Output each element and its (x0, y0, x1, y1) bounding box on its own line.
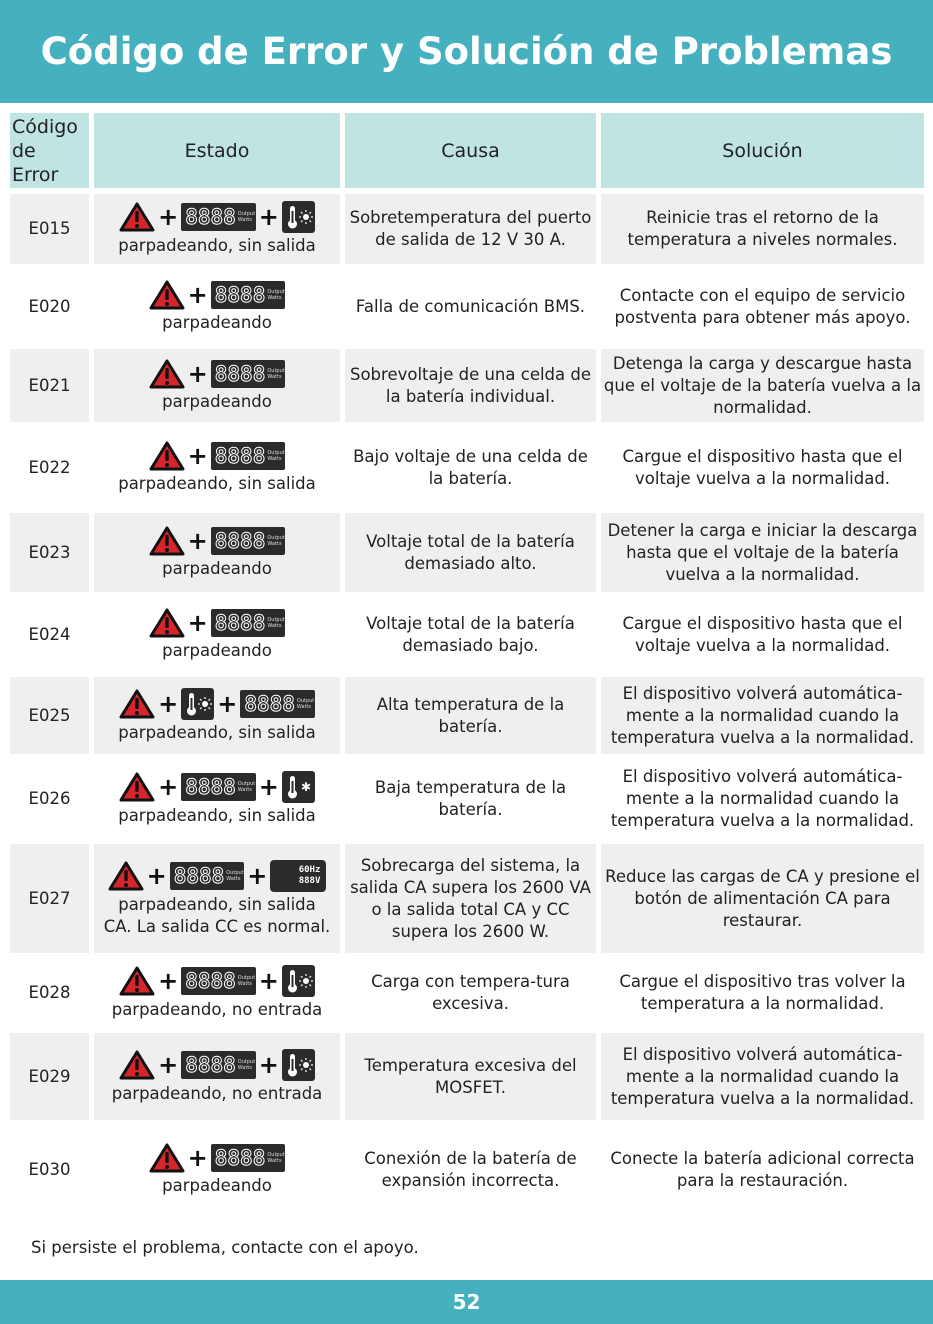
plus-sign: + (158, 203, 179, 231)
ac-voltage: 888V (298, 875, 321, 886)
lcd-label-watts: Watts (267, 294, 282, 301)
lcd-display-icon (211, 1144, 286, 1172)
lcd-digits: 8888 (214, 282, 266, 307)
column-header-state: Estado (94, 113, 340, 188)
lcd-label-watts: Watts (267, 373, 282, 380)
solution-cell: El dispositivo volverá automática-mente a la normalidad cuando la temperatura vuelva a la normalidad. (601, 1033, 924, 1120)
lcd-label-watts: Watts (226, 875, 241, 882)
lcd-display-icon (211, 609, 286, 637)
lcd-digits: 8888 (214, 610, 266, 635)
lcd-label-watts: Watts (237, 1064, 252, 1071)
state-icons (149, 280, 286, 310)
cause-cell: Voltaje total de la batería demasiado alto. (345, 513, 596, 592)
cause-cell: Voltaje total de la batería demasiado bajo. (345, 598, 596, 671)
svg-text:✱: ✱ (300, 780, 311, 794)
lcd-label-output: Output (237, 975, 256, 981)
state-text: parpadeando (162, 312, 272, 332)
plus-sign: + (187, 359, 208, 388)
error-code: E021 (10, 349, 89, 422)
warning-icon (119, 772, 155, 802)
cause-cell: Bajo voltaje de una celda de la batería. (345, 428, 596, 507)
lcd-display-icon (211, 281, 286, 309)
lcd-label-watts: Watts (237, 981, 252, 987)
state-cell (94, 959, 340, 1027)
plus-sign: + (187, 1143, 208, 1172)
state-text: parpadeando (162, 1175, 272, 1195)
warning-icon (119, 966, 155, 996)
error-code: E023 (10, 513, 89, 592)
lcd-label-output: Output (296, 697, 315, 704)
lcd-display-icon (181, 773, 256, 801)
state-text-extra: CA. La salida CC es normal. (103, 916, 331, 936)
lcd-label-watts: Watts (267, 622, 282, 629)
lcd-label-watts: Watts (237, 217, 252, 223)
lcd-label (267, 288, 285, 301)
state-text: parpadeando (162, 558, 272, 578)
lcd-label-watts: Watts (237, 787, 252, 793)
lcd-label-output: Output (237, 781, 256, 787)
lcd-digits: 8888 (214, 443, 266, 468)
lcd-label-output: Output (237, 211, 256, 217)
error-code: E015 (10, 194, 89, 264)
cause-cell: Baja temperatura de la batería. (345, 760, 596, 838)
plus-sign: + (217, 689, 238, 718)
column-header-code: Código de Error (10, 113, 89, 188)
ac-output-display-icon (270, 860, 326, 892)
warning-icon (149, 1143, 185, 1173)
plus-sign: + (158, 1050, 179, 1079)
error-code: E029 (10, 1033, 89, 1120)
column-header-solution: Solución (601, 113, 924, 188)
state-cell (94, 349, 340, 422)
page-title: Código de Error y Solución de Problemas (40, 30, 893, 73)
state-cell (94, 1033, 340, 1120)
lcd-digits: 8888 (185, 1052, 236, 1077)
cause-cell: Sobrecarga del sistema, la salida CA supera los 2600 VA o la salida total CA y CC supera los 2600 W. (345, 844, 596, 953)
ac-frequency: 60Hz (298, 864, 321, 875)
lcd-label-watts: Watts (296, 703, 312, 710)
lcd-label (237, 211, 256, 223)
lcd-label (267, 534, 285, 547)
plus-sign: + (146, 861, 167, 890)
state-cell (94, 513, 340, 592)
lcd-label-watts: Watts (267, 540, 282, 547)
cause-cell: Sobretemperatura del puerto de salida de 12 V 30 A. (345, 194, 596, 264)
lcd-digits: 8888 (173, 863, 225, 888)
page-footer (0, 1280, 933, 1324)
lcd-display-icon (170, 862, 245, 890)
cause-cell: Sobrevoltaje de una celda de la batería individual. (345, 349, 596, 422)
warning-icon (149, 280, 185, 310)
lcd-digits: 8888 (244, 691, 295, 716)
plus-sign: + (247, 861, 268, 890)
state-cell (94, 428, 340, 507)
cause-cell: Alta temperatura de la batería. (345, 677, 596, 754)
lcd-label-output: Output (267, 449, 285, 456)
plus-sign: + (258, 1050, 279, 1079)
lcd-label (267, 367, 285, 380)
thermometer-sun-icon (282, 965, 315, 997)
lcd-label-output: Output (226, 869, 244, 876)
cause-cell: Temperatura excesiva del MOSFET. (345, 1033, 596, 1120)
footnote: Si persiste el problema, contacte con el apoyo. (31, 1238, 419, 1257)
warning-icon (149, 359, 185, 389)
state-text: parpadeando, sin salida (118, 894, 316, 914)
state-cell (94, 194, 340, 264)
warning-icon (108, 861, 144, 891)
lcd-digits: 8888 (185, 205, 236, 229)
state-cell (94, 270, 340, 343)
lcd-label-watts: Watts (267, 455, 282, 462)
error-code: E020 (10, 270, 89, 343)
error-code: E027 (10, 844, 89, 953)
state-text: parpadeando, no entrada (111, 1000, 323, 1019)
state-icons (149, 359, 286, 389)
state-icons (119, 1049, 315, 1081)
plus-sign: + (158, 967, 179, 995)
state-text: parpadeando, sin salida (118, 236, 316, 255)
lcd-digits: 8888 (185, 775, 236, 799)
plus-sign: + (158, 689, 179, 718)
solution-cell: Cargue el dispositivo tras volver la temperatura a la normalidad. (601, 959, 924, 1027)
solution-cell: Reduce las cargas de CA y presione el botón de alimentación CA para restaurar. (601, 844, 924, 953)
solution-cell: Detener la carga e iniciar la descarga hasta que el voltaje de la batería vuelva a la normalidad. (601, 513, 924, 592)
state-icons (119, 965, 315, 997)
error-code: E024 (10, 598, 89, 671)
lcd-display-icon (211, 442, 286, 470)
lcd-label-output: Output (237, 1058, 256, 1065)
lcd-display-icon (181, 1051, 256, 1079)
lcd-label-output: Output (267, 534, 285, 541)
solution-cell: Conecte la batería adicional correcta para la restauración. (601, 1126, 924, 1213)
state-icons (149, 441, 286, 471)
lcd-display-icon (211, 527, 286, 555)
warning-icon (119, 1050, 155, 1080)
warning-icon (149, 441, 185, 471)
state-text: parpadeando, sin salida (118, 722, 316, 742)
plus-sign: + (187, 526, 208, 555)
lcd-digits: 8888 (214, 361, 266, 386)
lcd-label (296, 697, 315, 710)
solution-cell: Cargue el dispositivo hasta que el voltaje vuelva a la normalidad. (601, 428, 924, 507)
solution-cell: El dispositivo volverá automática-mente a la normalidad cuando la temperatura vuelva a la normalidad. (601, 677, 924, 754)
lcd-label-output: Output (267, 616, 285, 623)
lcd-label-output: Output (267, 367, 285, 374)
warning-icon (149, 526, 185, 556)
state-cell (94, 760, 340, 838)
warning-icon (119, 202, 155, 232)
column-header-cause: Causa (345, 113, 596, 188)
lcd-display-icon (211, 360, 286, 388)
lcd-digits: 8888 (214, 1145, 266, 1170)
solution-cell: Detenga la carga y descargue hasta que el voltaje de la batería vuelva a la normalidad. (601, 349, 924, 422)
error-code: E026 (10, 760, 89, 838)
lcd-digits: 8888 (214, 528, 266, 553)
plus-sign: + (187, 441, 208, 470)
lcd-label (237, 1058, 256, 1071)
state-icons (149, 526, 286, 556)
solution-cell: Cargue el dispositivo hasta que el voltaje vuelva a la normalidad. (601, 598, 924, 671)
thermometer-snowflake-icon (282, 771, 315, 803)
warning-icon (149, 608, 185, 638)
state-text: parpadeando, no entrada (111, 1083, 323, 1103)
state-icons (108, 860, 327, 892)
lcd-label-watts: Watts (267, 1157, 282, 1164)
lcd-label (237, 975, 256, 987)
cause-cell: Falla de comunicación BMS. (345, 270, 596, 343)
solution-cell: El dispositivo volverá automática-mente a la normalidad cuando la temperatura vuelva a la normalidad. (601, 760, 924, 838)
page-number: 52 (452, 1290, 481, 1314)
state-icons (149, 608, 286, 638)
lcd-display-icon (181, 203, 256, 231)
cause-cell: Conexión de la batería de expansión incorrecta. (345, 1126, 596, 1213)
plus-sign: + (187, 608, 208, 637)
plus-sign: + (258, 967, 279, 995)
lcd-label (267, 449, 285, 462)
warning-icon (119, 689, 155, 719)
state-icons (119, 688, 315, 720)
lcd-label (237, 781, 256, 793)
lcd-display-icon (181, 967, 256, 995)
lcd-label (267, 1151, 285, 1164)
plus-sign: + (258, 773, 279, 801)
state-icons (149, 1143, 286, 1173)
plus-sign: + (187, 280, 208, 309)
solution-cell: Reinicie tras el retorno de la temperatura a niveles normales. (601, 194, 924, 264)
lcd-digits: 8888 (185, 969, 236, 993)
state-cell (94, 1126, 340, 1213)
state-cell (94, 844, 340, 953)
error-code: E028 (10, 959, 89, 1027)
error-code: E022 (10, 428, 89, 507)
plus-sign: + (158, 773, 179, 801)
state-text: parpadeando (162, 640, 272, 660)
cause-cell: Carga con tempera-tura excesiva. (345, 959, 596, 1027)
state-cell (94, 598, 340, 671)
lcd-label-output: Output (267, 288, 285, 295)
state-text: parpadeando, sin salida (118, 806, 316, 825)
thermometer-sun-icon (181, 688, 214, 720)
lcd-label (226, 869, 244, 882)
state-text: parpadeando, sin salida (118, 473, 316, 493)
lcd-display-icon (240, 690, 315, 718)
lcd-label-output: Output (267, 1151, 285, 1158)
thermometer-sun-icon (282, 201, 315, 233)
lcd-label (267, 616, 285, 629)
state-cell (94, 677, 340, 754)
thermometer-sun-icon (282, 1049, 315, 1081)
error-table (10, 113, 924, 1213)
state-icons (119, 771, 315, 803)
error-code: E030 (10, 1126, 89, 1213)
plus-sign: + (258, 203, 279, 231)
state-text: parpadeando (162, 391, 272, 411)
page-header (0, 0, 933, 103)
state-icons (119, 201, 315, 233)
error-code: E025 (10, 677, 89, 754)
solution-cell: Contacte con el equipo de servicio postventa para obtener más apoyo. (601, 270, 924, 343)
